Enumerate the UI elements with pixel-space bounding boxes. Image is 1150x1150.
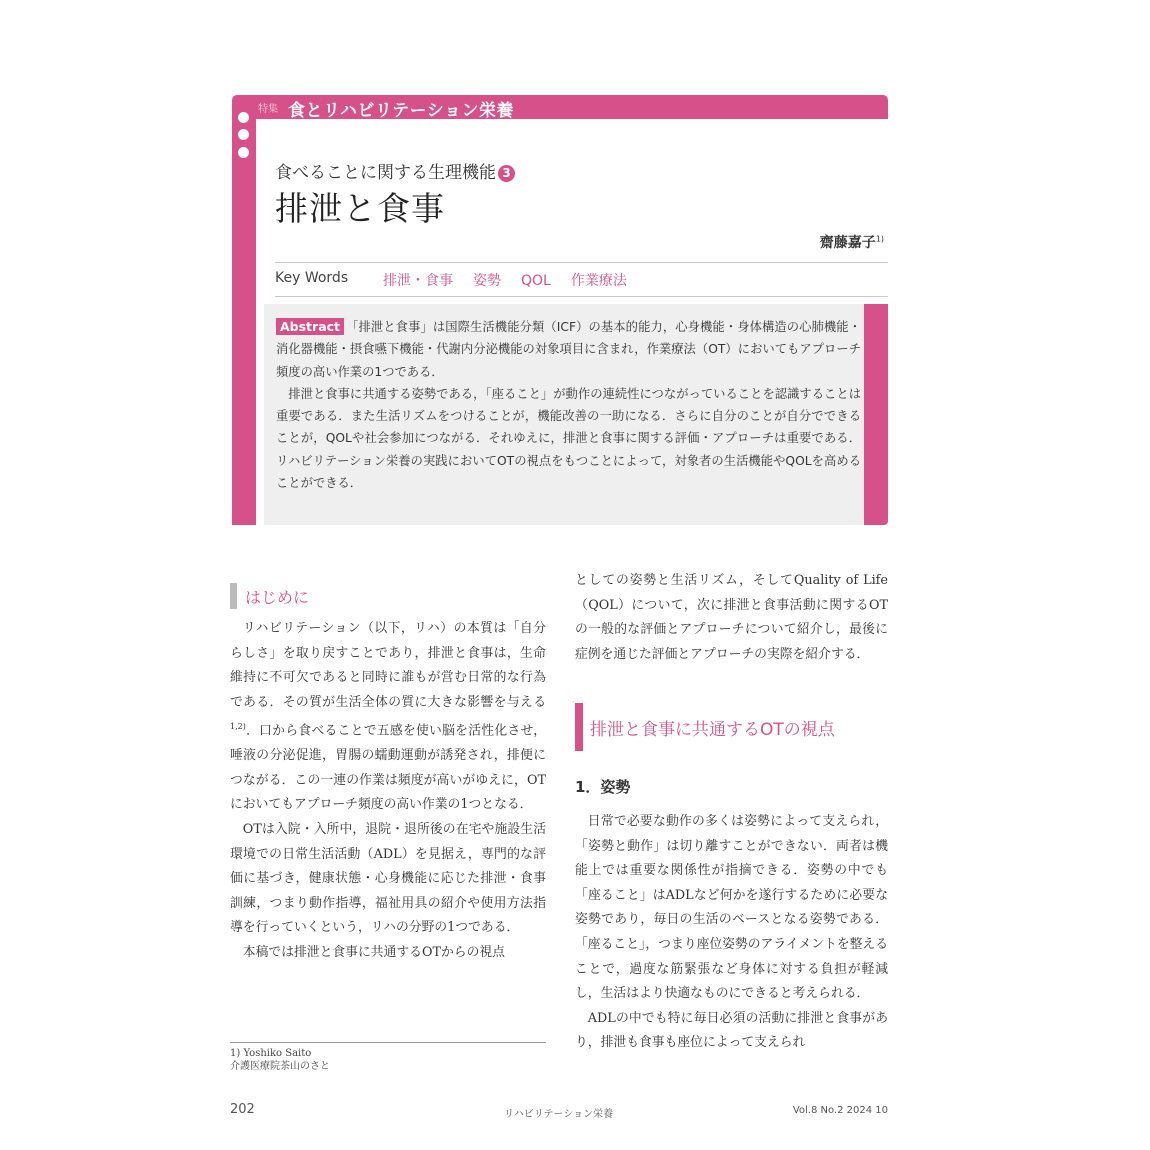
series-title: 食とリハビリテーション栄養 — [288, 101, 514, 121]
abstract-text — [276, 316, 861, 494]
heading-text: 排泄と食事に共通するOTの視点 — [590, 720, 835, 740]
keyword: 排泄・食事 — [383, 273, 453, 289]
keywords-label: Key Words — [275, 270, 349, 286]
author — [820, 232, 884, 252]
footnote-line: 介護医療院茶山のさと — [230, 1061, 330, 1072]
article-title: 排泄と食事 — [275, 189, 445, 228]
right-accent-bar — [864, 304, 888, 525]
body-paragraph: 日常で必要な動作の多くは姿勢によって支えられ，「姿勢と動作」は切り離すことができない．両者は機能上では重要な関係性が指摘できる．姿勢の中でも「座ること」はADLなど何かを遂行するために必要な姿勢であり，毎日の生活のベースとなる姿勢である．「座ること」，つまり座位姿勢のアライメントを整えることで，過度な筋緊張など身体に対する負担が軽減し，生活はより快適なものにできると考えられる． — [575, 814, 889, 1002]
keyword: QOL — [521, 273, 551, 289]
heading-marker — [230, 583, 237, 609]
divider — [275, 262, 888, 263]
body-paragraph — [230, 617, 546, 818]
binder-dot — [238, 147, 249, 158]
heading-text: はじめに — [245, 588, 310, 607]
binder-dot — [238, 112, 249, 123]
footnote-rule — [230, 1042, 546, 1043]
body-text: リハビリテーション（以下，リハ）の本質は「自分らしさ」を取り戻すことであり，排泄と食事は，生命維持に不可欠であると同時に誰もが営む日常的な行為である．その質が生活全体の質に大きな影響を与える — [230, 621, 546, 710]
author-note: 1) — [875, 234, 884, 244]
abstract-paragraph: 「排泄と食事」は国際生活機能分類（ICF）の基本的能力，心身機能・身体構造の心肺機能・消化器機能・摂食嚥下機能・代謝内分泌機能の対象項目に含まれ，作業療法（OT）においてもアプローチ頻度の高い作業の1つである． — [276, 320, 861, 379]
journal-name: リハビリテーション栄養 — [504, 1109, 614, 1120]
author-name: 齋藤嘉子 — [819, 235, 876, 251]
divider — [275, 296, 888, 297]
feature-tag: 特集 — [258, 104, 278, 115]
footnote-line: 1) Yoshiko Saito — [230, 1048, 312, 1059]
right-column-top — [575, 569, 888, 667]
number-badge: 3 — [498, 165, 515, 182]
body-paragraph: としての姿勢と生活リズム，そしてQuality of Life（QOL）について，次に排泄と食事活動に関するOTの一般的な評価とアプローチについて紹介し，最後に症例を通じた評価とアプローチの実際を紹介する． — [575, 573, 888, 662]
abstract-paragraph: 排泄と食事に共通する姿勢である，「座ること」が動作の連続性につながっていることを認識することは重要である．また生活リズムをつけることが，機能改善の一助になる．さらに自分のことが自分でできることが，QOLや社会参加につながる．それゆえに，排泄と食事に関する評価・アプローチは重要である．リハビリテーション栄養の実践においてOTの視点をもつことによって，対象者の生活機能やQOLを高めることができる． — [276, 386, 861, 491]
page-number: 202 — [230, 1102, 255, 1117]
keyword: 姿勢 — [473, 273, 501, 289]
left-accent-bar — [232, 119, 256, 525]
left-column — [230, 617, 546, 966]
reference-mark: 1,2) — [230, 722, 246, 732]
keyword: 作業療法 — [570, 273, 627, 289]
footnote — [230, 1047, 330, 1073]
volume-info: Vol.8 No.2 2024 10 — [792, 1105, 888, 1116]
subtitle-text: 食べることに関する生理機能 — [275, 163, 496, 183]
keywords-list — [383, 270, 647, 290]
body-paragraph: OTは入院・入所中，退院・退所後の在宅や施設生活環境での日常生活活動（ADL）を見据え，専門的な評価に基づき，健康状態・心身機能に応じた排泄・食事訓練，つまり動作指導，福祉用具の紹介や使用方法指導を行っていくという，リハの分野の1つである． — [230, 822, 546, 936]
body-text: ．口から食べることで五感を使い脳を活性化させ，唾液の分泌促進，胃腸の蠕動運動が誘発され，排便につながる．この一連の作業は頻度が高いがゆえに，OTにおいてもアプローチ頻度の高い作業の1つとなる． — [230, 723, 546, 813]
body-paragraph: 本稿では排泄と食事に共通するOTからの視点 — [242, 944, 505, 960]
body-paragraph: ADLの中でも特に毎日必須の活動に排泄と食事があり，排泄も食事も座位によって支えられ — [575, 1010, 888, 1051]
article-subtitle — [275, 158, 515, 183]
subheading-posture: 1．姿勢 — [575, 778, 631, 796]
heading-marker — [575, 703, 583, 751]
abstract-label: Abstract — [276, 318, 344, 335]
binder-dot — [238, 129, 249, 140]
right-column-bottom — [575, 810, 888, 1056]
series-banner — [232, 95, 888, 119]
